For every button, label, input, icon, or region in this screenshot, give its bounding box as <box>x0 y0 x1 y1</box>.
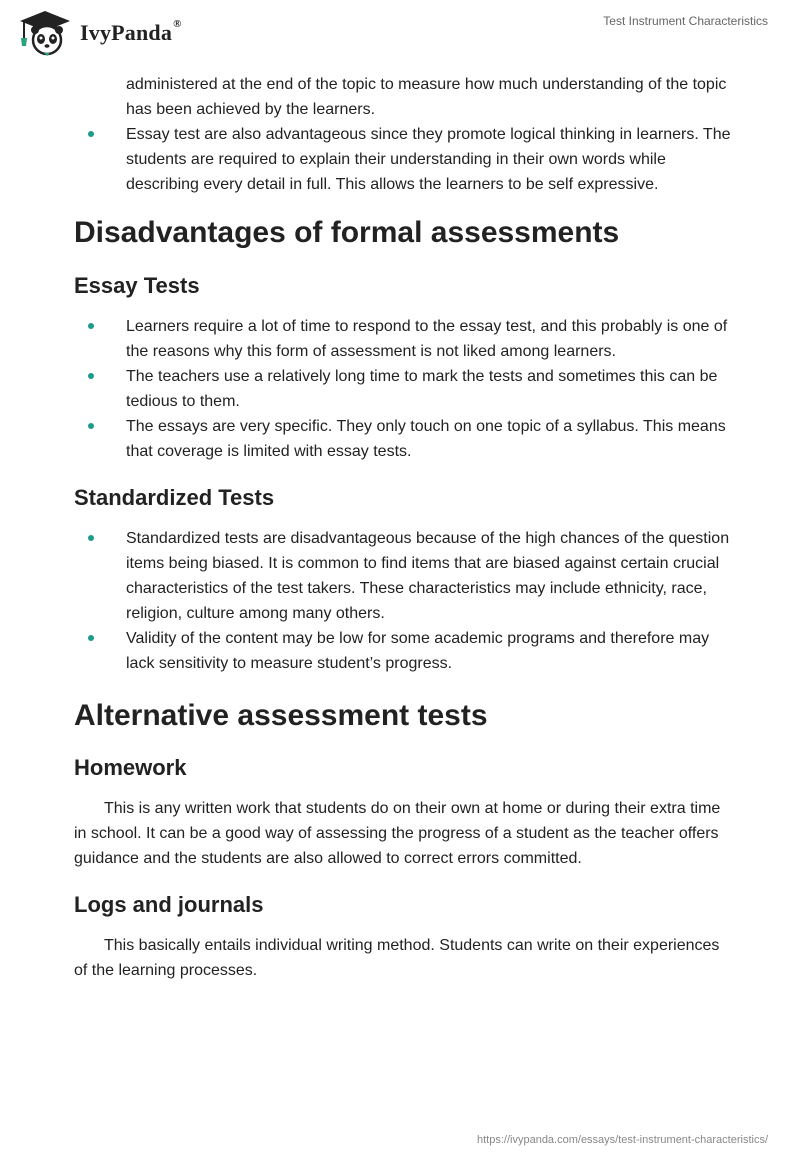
standardized-disadvantages-list <box>74 526 734 676</box>
list-item: Validity of the content may be low for some academic programs and therefore may lack sensitivity to measure student’s progress. <box>74 626 734 676</box>
list-item: The teachers use a relatively long time to mark the tests and sometimes this can be tedious to them. <box>74 364 734 414</box>
bullet-dot <box>88 373 94 379</box>
continued-text: administered at the end of the topic to measure how much understanding of the topic has been achieved by the learners. <box>126 76 727 118</box>
essay-content <box>74 70 734 983</box>
brand-name: IvyPanda® <box>80 18 182 45</box>
subheading-standardized-tests: Standardized Tests <box>74 485 275 510</box>
page-header <box>0 0 800 64</box>
intro-bullet-list <box>74 122 734 197</box>
bullet-dot <box>88 323 94 329</box>
list-item: Standardized tests are disadvantageous because of the high chances of the question items being biased. It is common to find items that are biased against certain crucial characteristics of the test takers. These characteristics may include ethnicity, race, religion, culture among many others. <box>74 526 734 626</box>
bullet-dot <box>88 635 94 641</box>
list-item: The essays are very specific. They only touch on one topic of a syllabus. This means that coverage is limited with essay tests. <box>74 414 734 464</box>
list-item: Essay test are also advantageous since they promote logical thinking in learners. The students are required to explain their understanding in their own words while describing every detail in full. This allows the learners to be self expressive. <box>74 122 734 197</box>
ivypanda-logo[interactable] <box>16 8 182 56</box>
bullet-dot <box>88 535 94 541</box>
panda-graduate-icon <box>16 8 74 56</box>
source-url[interactable]: https://ivypanda.com/essays/test-instrument-characteristics/ <box>477 1134 768 1146</box>
subheading-homework: Homework <box>74 755 187 780</box>
logs-paragraph: This basically entails individual writing method. Students can write on their experiences of the learning processes. <box>74 937 720 979</box>
document-title: Test Instrument Characteristics <box>603 14 768 28</box>
subheading-essay-tests: Essay Tests <box>74 273 200 298</box>
bullet-dot <box>88 131 94 137</box>
bullet-dot <box>88 423 94 429</box>
section-heading-alternative: Alternative assessment tests <box>74 699 488 732</box>
essay-disadvantages-list <box>74 314 734 464</box>
section-heading-disadvantages: Disadvantages of formal assessments <box>74 216 620 249</box>
homework-paragraph: This is any written work that students do on their own at home or during their extra time in school. It can be a good way of assessing the progress of a student as the teacher offers guidance and the students are also allowed to correct errors committed. <box>74 800 721 867</box>
list-item: Learners require a lot of time to respond to the essay test, and this probably is one of the reasons why this form of assessment is not liked among learners. <box>74 314 734 364</box>
subheading-logs-journals: Logs and journals <box>74 892 264 917</box>
